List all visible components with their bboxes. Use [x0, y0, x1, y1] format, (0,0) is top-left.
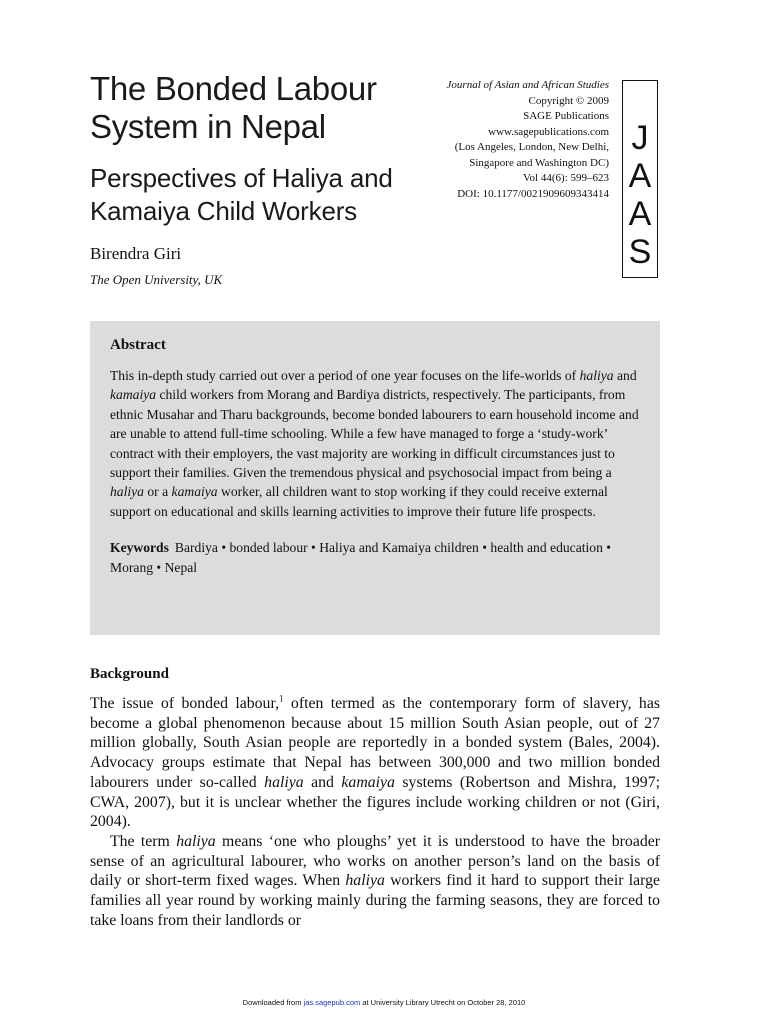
keywords-list: Bardiya • bonded labour • Haliya and Kamaiya children • health and education • Morang • Nepal [110, 540, 612, 575]
abstract-text-part: child workers from Morang and Bardiya districts, respectively. The participants, from ethnic Musahar and Tharu backgrounds, become bonded labourers to earn household income and are unable to attend full-time schooling. While a few have managed to forge a ‘study-work’ contract with their employers, the vast majority are working in difficult circumstances just to support their families. Given the tremendous physical and psychosocial impact from being a [110, 387, 639, 481]
abstract-text-part: This in-depth study carried out over a period of one year focuses on the life-worlds of [110, 368, 580, 383]
journal-metadata [379, 78, 609, 202]
doi-line: DOI: 10.1177/0021909609343414 [457, 187, 609, 200]
author-affiliation: The Open University, UK [90, 272, 223, 287]
publisher-locations-2: Singapore and Washington DC) [469, 156, 609, 169]
paragraph-text: The term [110, 832, 177, 850]
term-haliya: haliya [345, 872, 385, 890]
abstract-term-kamaiya: kamaiya [171, 484, 218, 500]
term-kamaiya: kamaiya [341, 773, 395, 791]
keywords-line [110, 538, 640, 577]
keywords-label: Keywords [110, 540, 169, 556]
download-footer [0, 998, 768, 1007]
copyright-line: Copyright © 2009 [528, 94, 609, 107]
publisher-locations-1: (Los Angeles, London, New Delhi, [454, 141, 609, 153]
abstract-text-part: and [613, 368, 637, 383]
paragraph-text: workers find it hard to support their large families all year round by working mainly during the farming seasons, they are forced to take loans from their landlords or [90, 872, 661, 929]
abstract-text [110, 366, 640, 521]
paragraph-text: and [303, 773, 342, 791]
footer-prefix: Downloaded from [242, 998, 304, 1007]
footnote-ref[interactable]: 1 [279, 693, 284, 704]
paragraph-2 [90, 832, 660, 931]
logo-letter-s: S [628, 233, 652, 271]
logo-letter-j: J [631, 119, 649, 157]
author-name: Birendra Giri [90, 244, 182, 263]
footer-link[interactable]: jas.sagepub.com [303, 998, 361, 1007]
article-title: The Bonded Labour System in Nepal [90, 70, 377, 145]
logo-letter-a2: A [628, 195, 652, 233]
footer-suffix: at University Library Utrecht on October 28, 2010 [360, 998, 526, 1007]
journal-logo [622, 80, 658, 278]
abstract-heading: Abstract [110, 337, 166, 353]
article-subtitle: Perspectives of Haliya and Kamaiya Child Workers [90, 163, 393, 226]
section-heading-background: Background [90, 666, 169, 682]
volume-line: Vol 44(6): 599–623 [523, 172, 609, 184]
abstract-text-part: or a [143, 484, 172, 500]
body-text [90, 694, 660, 930]
abstract-term-haliya: haliya [579, 368, 614, 383]
journal-name: Journal of Asian and African Studies [446, 79, 609, 91]
term-haliya: haliya [264, 773, 304, 791]
abstract-text-part: worker, all children want to stop working if they could receive external support on educational and skills learning activities to improve their future life prospects. [110, 484, 608, 519]
abstract-box [90, 321, 660, 635]
publisher-website: www.sagepublications.com [488, 125, 609, 138]
publisher-line: SAGE Publications [523, 110, 609, 122]
paragraph-text: The issue of bonded labour, [90, 695, 280, 712]
paragraph-1 [90, 694, 660, 832]
abstract-term-haliya: haliya [110, 484, 144, 500]
paragraph-text: systems (Robertson and Mishra, 1997; CWA, 2007), but it is unclear whether the figures include working children or not (Giri, 2004). [90, 773, 660, 831]
term-haliya: haliya [176, 832, 216, 850]
paragraph-text: means ‘one who ploughs’ yet it is understood to have the broader sense of an agricultural labourer, who works on another person’s land on the basis of daily or short-term fixed wages. When [90, 832, 661, 890]
paragraph-text: often termed as the contemporary form of slavery, has become a global phenomenon because about 15 million South Asian people, out of 27 million globally, South Asian people are reportedly in a bonded system (Bales, 2004). Advocacy groups estimate that Nepal has between 300,000 and two million bonded labourers under so-called [90, 695, 660, 791]
abstract-term-kamaiya: kamaiya [110, 387, 157, 403]
logo-letter-a1: A [628, 157, 652, 195]
